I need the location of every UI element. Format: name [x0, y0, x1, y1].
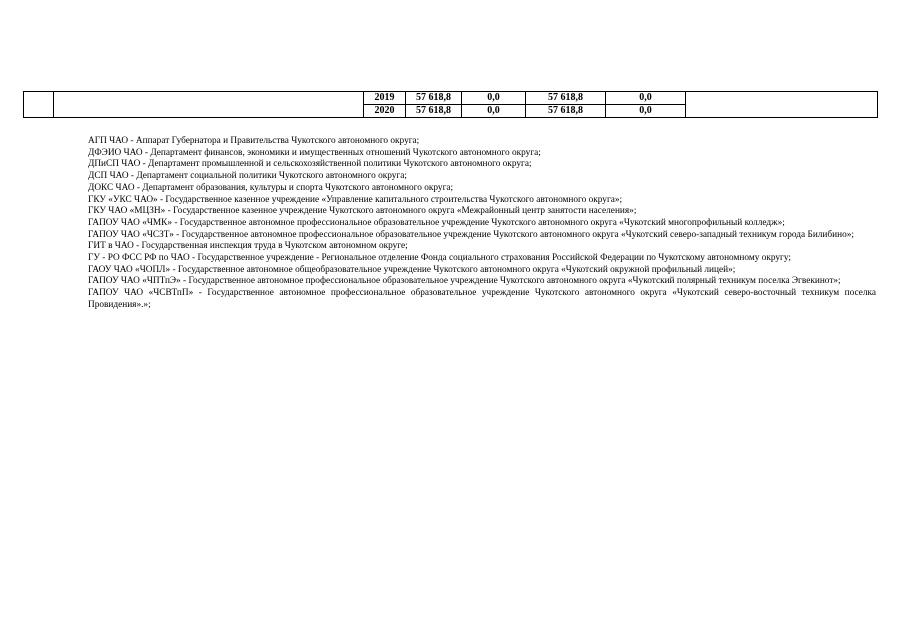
amount-cell: 57 618,8 — [526, 105, 606, 118]
abbreviation-note: ДОКС ЧАО - Департамент образования, культуры и спорта Чукотского автономного округа; — [88, 182, 454, 193]
abbreviation-note: ГИТ в ЧАО - Государственная инспекция труда в Чукотском автономном округе; — [88, 241, 408, 252]
description-cell — [54, 92, 364, 118]
abbreviation-note: ДПиСП ЧАО - Департамент промышленной и сельскохозяйственной политики Чукотского автономного округа; — [88, 159, 532, 170]
abbreviation-note: ГАПОУ ЧАО «ЧСВТпП» - Государственное автономное профессиональное образовательное учреждение Чукотского автономного округа «Чукотский северо-восточный техникум поселка Провидения».»; — [88, 288, 876, 310]
amount-cell: 0,0 — [462, 105, 526, 118]
executor-cell — [686, 92, 878, 118]
abbreviations-list — [88, 136, 876, 312]
abbreviation-note: ГАПОУ ЧАО «ЧМК» - Государственное автономное профессиональное образовательное учреждение Чукотского автономного округа «Чукотский многопрофильный колледж»; — [88, 217, 785, 228]
amount-cell: 0,0 — [606, 105, 686, 118]
abbreviation-note: АГП ЧАО - Аппарат Губернатора и Правительства Чукотского автономного округа; — [88, 136, 420, 146]
abbreviation-note: ГАПОУ ЧАО «ЧСЗТ» - Государственное автономное профессиональное образовательное учреждение Чукотского автономного округа «Чукотский северо-западный техникум города Билибино»; — [88, 229, 854, 240]
total-cell: 57 618,8 — [406, 92, 462, 105]
abbreviation-note: ГКУ ЧАО «МЦЗН» - Государственное казенное учреждение Чукотского автономного округа «Межрайонный центр занятости населения»; — [88, 206, 637, 217]
amount-cell: 57 618,8 — [526, 92, 606, 105]
amount-cell: 0,0 — [606, 92, 686, 105]
total-cell: 57 618,8 — [406, 105, 462, 118]
year-cell: 2020 — [364, 105, 406, 118]
table-row — [24, 92, 878, 105]
abbreviation-note: ГКУ «УКС ЧАО» - Государственное казенное учреждение «Управление капитального строительства Чукотского автономного округа»; — [88, 194, 623, 205]
abbreviation-note: ГАПОУ ЧАО «ЧПТпЭ» - Государственное автономное профессиональное образовательное учреждение Чукотского автономного округа «Чукотский полярный техникум поселка Эгвекинот»; — [88, 276, 841, 287]
abbreviation-note: ГУ - РО ФСС РФ по ЧАО - Государственное учреждение - Региональное отделение Фонда социального страхования Российской Федерации по Чукотскому автономному округу; — [88, 253, 791, 264]
abbreviation-note: ГАОУ ЧАО «ЧОПЛ» - Государственное автономное общеобразовательное учреждение Чукотского автономного округа «Чукотский окружной профильный лицей»; — [88, 264, 736, 275]
abbreviation-note: ДФЭИО ЧАО - Департамент финансов, экономики и имущественных отношений Чукотского автономного округа; — [88, 147, 541, 158]
year-cell: 2019 — [364, 92, 406, 105]
row-number-cell — [24, 92, 54, 118]
amount-cell: 0,0 — [462, 92, 526, 105]
abbreviation-note: ДСП ЧАО - Департамент социальной политики Чукотского автономного округа; — [88, 171, 407, 182]
funding-table — [23, 91, 878, 118]
